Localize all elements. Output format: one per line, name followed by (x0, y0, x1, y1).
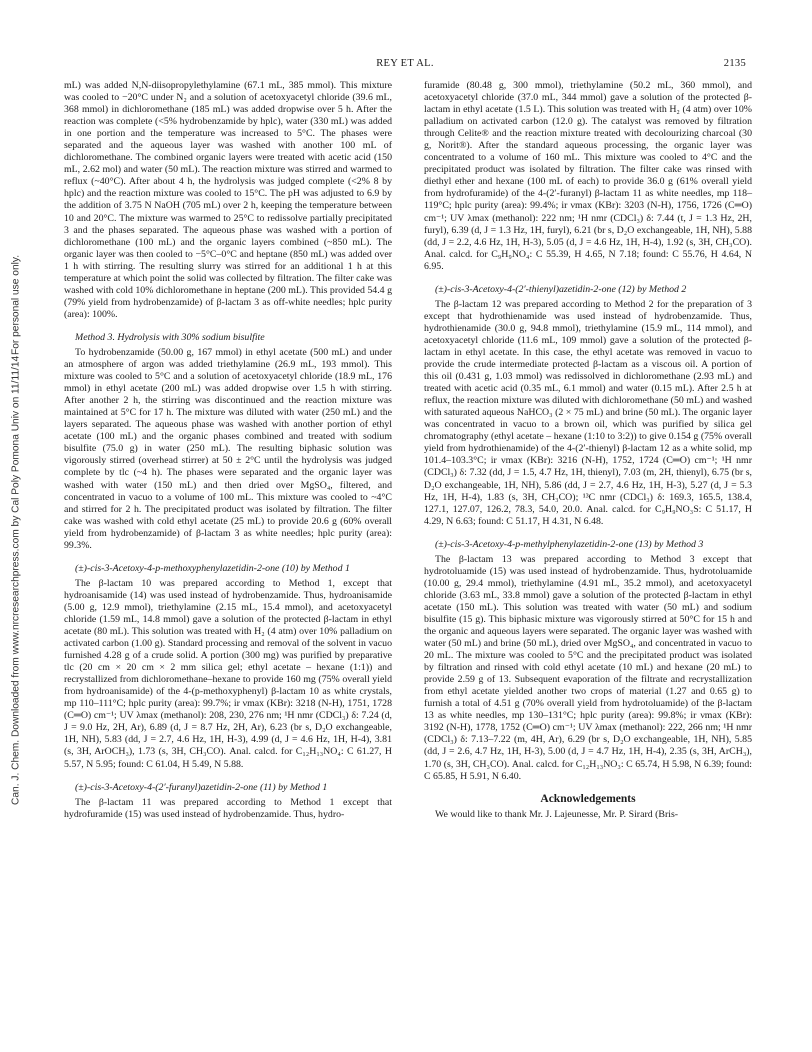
download-watermark (2, 200, 30, 860)
right-column (424, 80, 752, 821)
paragraph: We would like to thank Mr. J. Lajeunesse, Mr. P. Sirard (Bris- (435, 808, 679, 820)
watermark-line-1: Can. J. Chem. Downloaded from www.nrcresearchpress.com by Cal Poly Pomona Univ on 11/11/14 (10, 355, 22, 805)
paragraph: To hydrobenzamide (50.00 g, 167 mmol) in ethyl acetate (500 mL) and under an atmosphere of argon was added triethylamine (26.9 mL, 193 mmol). This mixture was cooled to 5°C and a solution of acetoxyacetyl chloride (18.9 mL, 176 mmol) in ethyl acetate (200 mL) was added dropwise over 1.5 h with stirring. After another 2 h, the stirring was discontinued and the reaction mixture was maintained at 5°C for 17 h. The mixture was diluted with water (250 mL) and the layers separated. The aqueous phase was washed with another portion of ethyl acetate (100 mL) and the organic phases combined and treated with sodium bisulfite (75.0 g) in water (250 mL). The resulting biphasic solution was vigorously stirred (overhead stirrer) at 50 ± 2°C until the hydrolysis was judged complete by tlc (~4 h). The phases were separated and the organic layer was washed with water (150 mL) and then dried over MgSO₄, filtered, and concentrated in vacuo to a volume of 100 mL. This mixture was cooled to ~4°C and stirred for 2 h. The precipitated product was isolated by filtration. The filter cake was washed with cold ethyl acetate (25 mL) to provide 20.6 g (60% overall yield from hydrobenzamide) of β-lactam 3 as white needles; hplc purity (area): 99.3%. (64, 346, 392, 551)
paragraph: The β-lactam 11 was prepared according to Method 1 except that hydrofuramide (15) was used instead of hydrobenzamide. Thus, hydro- (64, 796, 392, 820)
page-number: 2135 (723, 58, 746, 69)
acknowledgements-heading: Acknowledgements (540, 792, 636, 805)
watermark-line-2: For personal use only. (10, 255, 22, 356)
section-heading-method-3: Method 3. Hydrolysis with 30% sodium bisulfite (75, 331, 265, 343)
left-column (64, 80, 392, 821)
paragraph: mL) was added N,N-diisopropylethylamine (67.1 mL, 385 mmol). This mixture was cooled to −20°C under N₂ and a solution of acetoxyacetyl chloride (39.6 mL, 368 mmol) in dichloromethane (185 mL) was added dropwise over 5 h. After the reaction was complete (<5% hydrobenzamide by hplc), water (330 mL) was added in one portion and the temperature was increased to 5°C. The phases were separated and the aqueous layer was washed with another 100 mL of dichloromethane. The combined organic layers were treated with acetic acid (150 mL, 2.62 mol) and water (50 mL). The reaction mixture was stirred and warmed to reflux (~40°C). After about 4 h, the hydrolysis was judged complete (<2% 8 by hplc) and the reaction mixture was cooled to 15°C. The pH was adjusted to 6.9 by the addition of 3.75 N NaOH (705 mL) over 2 h, keeping the temperature between 10 and 20°C. The mixture was warmed to 25°C to redissolve partially precipitated 3 and the phases separated. The aqueous phase was washed with a portion of dichloromethane (100 mL) and the organic layers combined (~850 mL). The organic layer was then cooled to −5°C–0°C and heptane (850 mL) was added over 1 h with stirring. The resulting slurry was stirred for an additional 1 h at this temperature at which point the solid was collected by filtration. The filter cake was washed with cold 10% dichloromethane in heptane (200 mL). This provided 54.4 g (79% yield from hydrobenzamide) of β-lactam 3 as off-white needles; hplc purity (area): 100%. (64, 80, 392, 320)
section-heading-compound-13: (±)-cis-3-Acetoxy-4-p-methylphenylazetidin-2-one (13) by Method 3 (435, 538, 704, 550)
paragraph: The β-lactam 10 was prepared according to Method 1, except that hydroanisamide (14) was used instead of hydrobenzamide. Thus, hydroanisamide (5.00 g, 12.9 mmol), triethylamine (2.15 mL, 15.4 mmol), and acetoxyacetyl chloride (1.59 mL, 14.8 mmol) gave a solution of the protected β-lactam in ethyl acetate (80 mL). This solution was treated with H₂ (4 atm) over 10% palladium on activated carbon (1.00 g). Standard processing and removal of the solvent in vacuo furnished 4.28 g of a crude solid. A portion (300 mg) was purified by preparative tlc (20 cm × 20 cm × 2 mm silica gel; ethyl acetate – hexane (1:1)) and recrystallized from dichloromethane–hexane to provide 160 mg (75% overall yield from hydroanisamide) of the 4-(p-methoxyphenyl) β-lactam 10 as white crystals, mp 110–111°C; hplc purity (area): 99.7%; ir νmax (KBr): 3218 (N-H), 1751, 1728 (C═O) cm⁻¹; UV λmax (methanol): 208, 230, 276 nm; ¹H nmr (CDCl₃) δ: 7.24 (d, J = 9.0 Hz, 2H, Ar), 6.89 (d, J = 8.7 Hz, 2H, Ar), 6.23 (br s, D₂O exchangeable, 1H, NH), 5.83 (dd, J = 2.7, 4.6 Hz, 1H, H-3), 4.99 (d, J = 4.6 Hz, 1H, H-4), 3.81 (s, 3H, ArOCH₃), 1.73 (s, 3H, CH₃CO). Anal. calcd. for C₁₂H₁₃NO₄: C 61.27, H 5.57, N 5.95; found: C 61.04, H 5.49, N 5.88. (64, 577, 392, 770)
running-header (64, 58, 746, 72)
section-heading-compound-11: (±)-cis-3-Acetoxy-4-(2′-furanyl)azetidin-2-one (11) by Method 1 (75, 781, 328, 793)
paragraph: The β-lactam 13 was prepared according to Method 3 except that hydrotoluamide (15) was used instead of hydrobenzamide. Thus, hydrotoluamide (10.00 g, 29.4 mmol), triethylamine (4.91 mL, 35.2 mmol), and acetoxyacetyl chloride (3.63 mL, 33.8 mmol) gave a solution of the protected β-lactam in ethyl acetate (150 mL). This solution was treated with water (50 mL) and sodium bisulfite (15 g). This biphasic mixture was vigorously stirred at 50°C for 15 h and the organic and aqueous layers were separated. The organic layer was washed with water (50 mL) and brine (50 mL), dried over MgSO₄, and concentrated in vacuo to 20 mL. The mixture was cooled to 5°C and the precipitated product was isolated by filtration and rinsed with cold ethyl acetate (10 mL) and hexane (20 mL) to provide 2.59 g of 13. Subsequent evaporation of the filtrate and recrystallization from ethyl acetate yielded another two crops of material (1.27 and 0.65 g) to furnish a total of 4.51 g (70% overall yield from hydrotoluamide) of the β-lactam 13 as white needles, mp 130–131°C; hplc purity (area): 99.8%; ir νmax (KBr): 3192 (N-H), 1778, 1752 (C═O) cm⁻¹; UV λmax (methanol): 222, 266 nm; ¹H nmr (CDCl₃) δ: 7.13–7.22 (m, 4H, Ar), 6.29 (br s, D₂O exchangeable, 1H, NH), 5.85 (dd, J = 2.6, 4.7 Hz, 1H, H-3), 5.00 (d, J = 4.7 Hz, 1H, H-4), 2.35 (s, 3H, ArCH₃), 1.70 (s, 3H, CH₃CO). Anal. calcd. for C₁₂H₁₃NO₃: C 65.74, H 5.98, N 6.39; found: C 65.85, H 5.91, N 6.40. (424, 553, 752, 782)
section-heading-compound-12: (±)-cis-3-Acetoxy-4-(2′-thienyl)azetidin-2-one (12) by Method 2 (435, 283, 687, 295)
paragraph: The β-lactam 12 was prepared according to Method 2 for the preparation of 3 except that hydrothienamide was used instead of hydrobenzamide. Thus, hydrothienamide (30.0 g, 94.8 mmol), triethylamine (15.9 mL, 114 mmol), and acetoxyacetyl chloride (11.6 mL, 109 mmol) gave a solution of the protected β-lactam in ethyl acetate. In this case, the ethyl acetate was removed in vacuo to provide the crude intermediate protected β-lactam as a viscous oil. A portion of this oil (0.431 g, 1.03 mmol) was redissolved in dichloromethane (2.93 mL) and treated with acetic acid (0.35 mL, 6.1 mmol) and water (0.15 mL). After 2.5 h at reflux, the reaction mixture was diluted with dichloromethane (50 mL) and washed with saturated aqueous NaHCO₃ (2 × 75 mL) and brine (50 mL). The organic layer was concentrated in vacuo to a brown oil, which was purified by silica gel chromatography (ethyl acetate – hexane (1:10 to 3:2)) to give 0.154 g (75% overall yield from hydrothienamide) of the 4-(2′-thienyl) β-lactam 12 as a white solid, mp 101.4–103.3°C; ir νmax (KBr): 3216 (N-H), 1752, 1724 (C═O) cm⁻¹; ¹H nmr (CDCl₃) δ: 7.32 (dd, J = 1.5, 4.7 Hz, 1H, thienyl), 7.03 (m, 2H, thienyl), 6.75 (br s, D₂O exchangeable, 1H, NH), 5.86 (dd, J = 2.7, 4.6 Hz, 1H, H-3), 5.27 (d, J = 5.3 Hz, 1H, H-4), 1.83 (s, 3H, CH₃CO); ¹³C nmr (CDCl₃) δ: 169.3, 165.5, 138.4, 127.1, 127.07, 126.2, 78.3, 54.0, 20.0. Anal. calcd. for C₉H₉NO₃S: C 51.17, H 4.29, N 6.63; found: C 51.17, H 4.31, N 6.48. (424, 298, 752, 527)
running-title: REY ET AL. (376, 58, 434, 69)
paragraph: furamide (80.48 g, 300 mmol), triethylamine (50.2 mL, 360 mmol), and acetoxyacetyl chloride (37.0 mL, 344 mmol) gave a solution of the protected β-lactam in ethyl acetate (1.5 L). This solution was treated with H₂ (4 atm) over 10% palladium on activated carbon (12.0 g). The catalyst was removed by filtration through Celite® and the reaction mixture treated with decolourizing charcoal (30 g, Norit®). After the standard aqueous processing, the organic layer was concentrated to a volume of 160 mL. This mixture was cooled to 4°C and the precipitated product was isolated by filtration. The filter cake was rinsed with diethyl ether and hexane (100 mL of each) to provide 36.0 g (61% overall yield from hydrofuramide) of the 4-(2′-furanyl) β-lactam 11 as white needles, mp 118–119°C; hplc purity (area): 99.4%; ir νmax (KBr): 3203 (N-H), 1756, 1726 (C═O) cm⁻¹; UV λmax (methanol): 222 nm; ¹H nmr (CDCl₃) δ: 7.44 (t, J = 1.3 Hz, 2H, furyl), 6.39 (d, J = 1.3 Hz, 1H, furyl), 6.21 (br s, D₂O exchangeable, 1H, NH), 5.88 (dd, J = 2.2, 4.6 Hz, 1H, H-3), 5.05 (d, J = 4.6 Hz, 1H, H-4), 1.92 (s, 3H, CH₃CO). Anal. calcd. for C₉H₉NO₄: C 55.39, H 4.65, N 7.18; found: C 55.76, H 4.64, N 6.95. (424, 80, 752, 272)
section-heading-compound-10: (±)-cis-3-Acetoxy-4-p-methoxyphenylazetidin-2-one (10) by Method 1 (75, 562, 350, 574)
